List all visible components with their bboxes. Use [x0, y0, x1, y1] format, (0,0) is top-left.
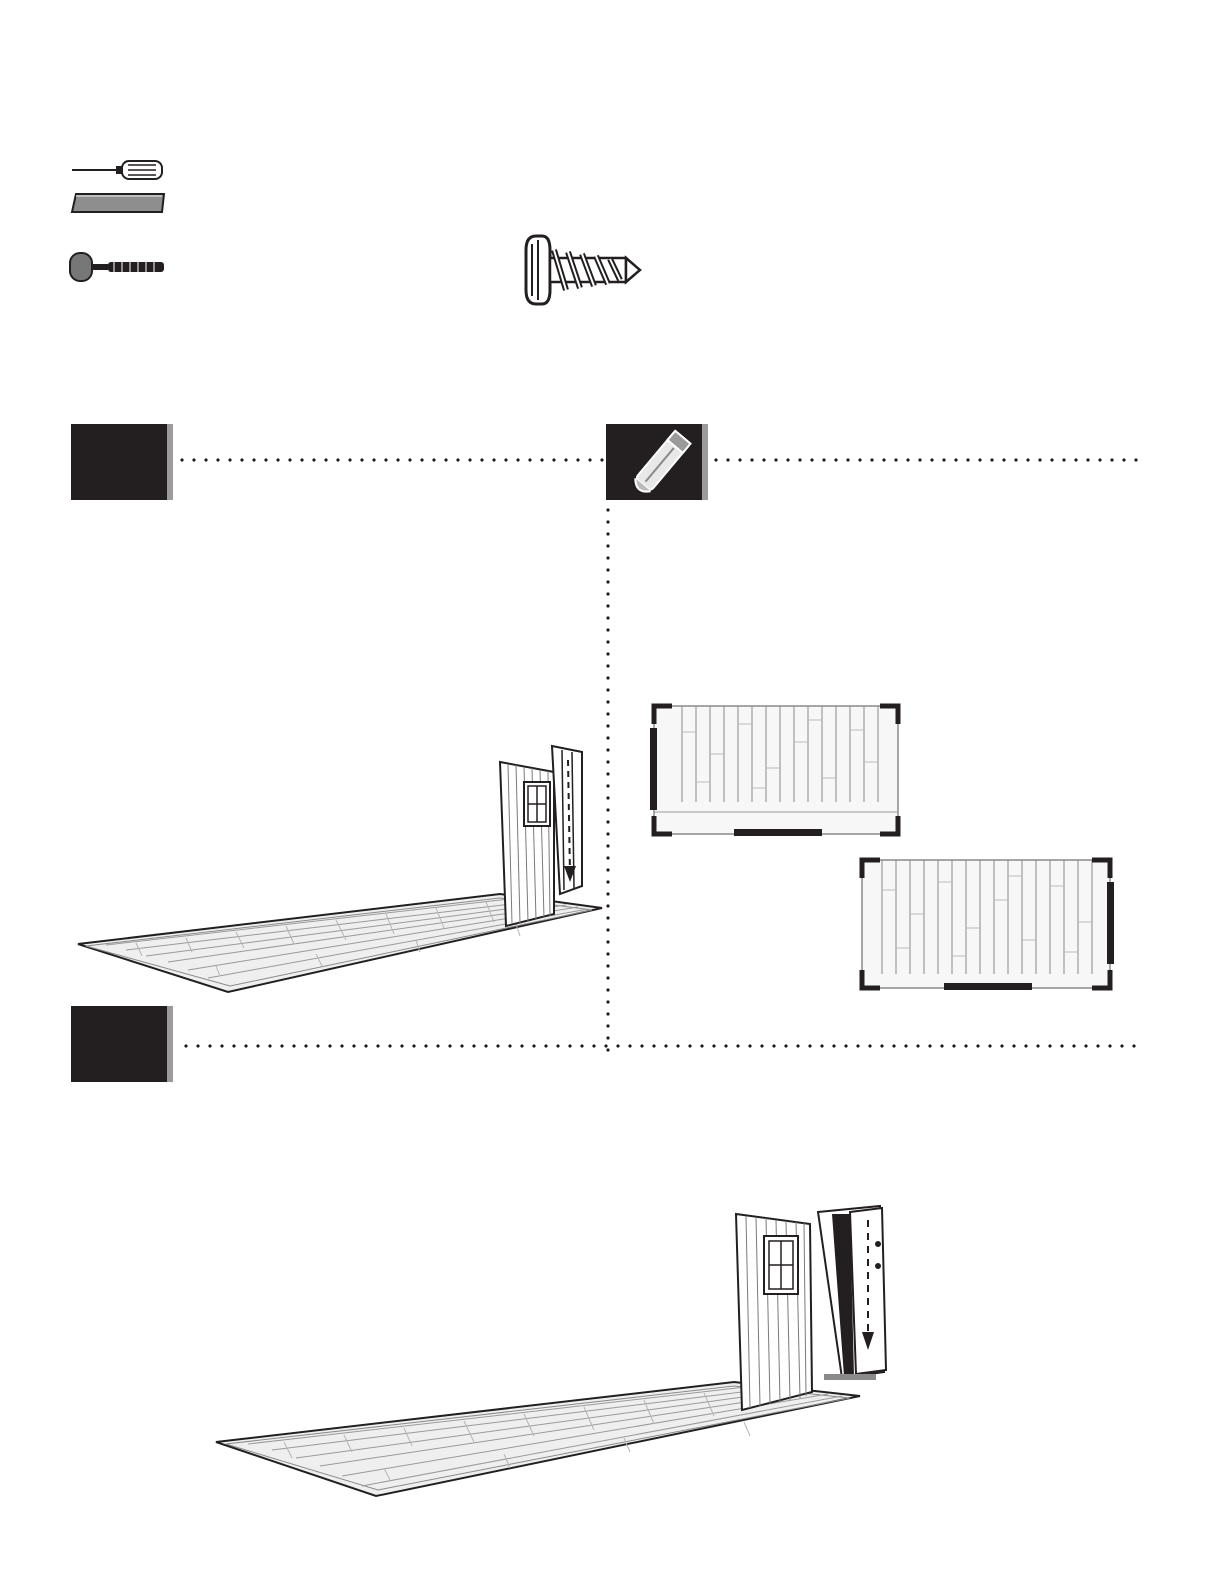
step-a-box: [71, 424, 167, 500]
step-b-box: [71, 1006, 167, 1082]
tip-divider: [710, 458, 1144, 462]
floor-wall-post-illustration: [214, 1200, 894, 1500]
rubber-mallet-icon: [68, 250, 168, 284]
layout-top-view-2: [858, 856, 1114, 992]
floor-wall-panel-illustration: [76, 744, 606, 996]
step-b-divider: [180, 1044, 1144, 1048]
column-divider: [606, 504, 610, 1052]
step-a-divider: [176, 458, 604, 462]
screw-icon: [520, 232, 644, 308]
tip-box: [606, 424, 702, 500]
screwdriver-icon: [70, 158, 166, 182]
layout-top-view-1: [650, 702, 902, 838]
pencil-icon: [614, 428, 698, 498]
level-icon: [70, 192, 166, 214]
